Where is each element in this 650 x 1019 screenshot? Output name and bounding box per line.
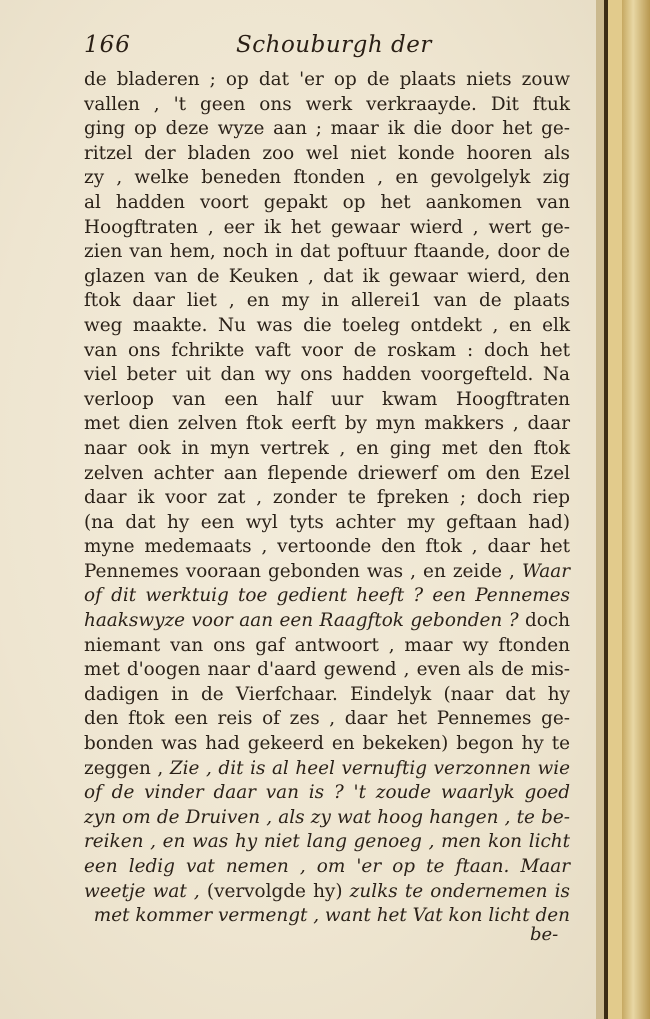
text-segment: vallen , 't geen ons werk verkraayde. Dit ftuk [84, 93, 570, 115]
text-line [84, 166, 570, 191]
text-line [84, 240, 570, 265]
text-segment: dadigen in de Vierfchaar. Eindelyk (naar dat hy [84, 683, 570, 705]
text-segment: glazen van de Keuken , dat ik gewaar wierd, den [84, 265, 570, 287]
text-line [84, 634, 570, 659]
text-line [84, 437, 570, 462]
text-segment: daar ik voor zat , zonder te fpreken ; doch riep [84, 487, 570, 509]
italic-segment: of dit werktuig toe gedient heeft ? een Pennemes [84, 585, 570, 607]
text-line [84, 880, 570, 905]
text-line [84, 732, 570, 757]
text-line [84, 511, 570, 536]
text-segment: niemant van ons gaf antwoort , maar wy ftonden [84, 634, 570, 656]
text-segment: Pennemes vooraan gebonden was , en zeide , [84, 560, 522, 582]
text-segment: al hadden voort gepakt op het aankomen van [84, 191, 570, 213]
text-segment: naar ook in myn vertrek , en ging met den ftok [84, 437, 570, 459]
text-line [84, 93, 570, 118]
text-segment: zien van hem, noch in dat poftuur ftaande, door de [84, 241, 570, 263]
text-segment: den ftok een reis of zes , daar het Pennemes ge- [84, 708, 570, 730]
italic-segment: een ledig vat nemen , om 'er op te ftaan. [84, 856, 510, 877]
text-line [84, 265, 570, 290]
catchword: be- [530, 924, 559, 945]
text-line [84, 462, 570, 487]
text-line [84, 560, 570, 585]
text-segment: ging op deze wyze aan ; maar ik die door het ge- [84, 118, 570, 140]
text-line [84, 584, 570, 609]
text-segment: (vervolgde hy) [199, 880, 350, 902]
italic-segment: Maar [520, 856, 570, 877]
italic-segment: Waar [521, 560, 570, 582]
text-line [84, 609, 570, 634]
text-segment: met d'oogen naar d'aard gewend , even als de mis- [84, 659, 570, 681]
text-segment: van ons fchrikte vaft voor de roskam : doch het [84, 339, 570, 361]
running-title: Schouburgh der [236, 32, 432, 58]
text-line [84, 191, 570, 216]
italic-segment: haakswyze voor aan een Raagftok gebonden ? [84, 610, 519, 632]
text-line [84, 339, 570, 364]
text-line [84, 806, 570, 831]
text-line [84, 855, 570, 880]
text-segment [509, 856, 520, 877]
text-segment: met dien zelven ftok eerft by myn makkers , daar [84, 413, 570, 435]
text-line [84, 216, 570, 241]
text-line [84, 388, 570, 413]
italic-segment: reiken , en was hy niet lang genoeg , men kon licht [84, 831, 570, 853]
text-line [84, 658, 570, 683]
text-segment: viel beter uit dan wy ons hadden voorgefteld. Na [84, 364, 570, 386]
text-line [84, 781, 570, 806]
text-line [84, 830, 570, 855]
text-segment: myne medemaats , vertoonde den ftok , daar het [84, 536, 570, 558]
italic-segment: zyn om de Druiven , als zy wat hoog hangen , te be- [84, 806, 570, 828]
text-segment: ftok daar liet , en my in allerei1 van de plaats [84, 290, 570, 312]
text-segment: de bladeren ; op dat 'er op de plaats niets zouw [84, 69, 570, 90]
text-segment: Hoogftraten , eer ik het gewaar wierd , wert ge- [84, 216, 570, 238]
text-segment: zelven achter aan flepende driewerf om den Ezel [84, 462, 570, 484]
text-segment: zeggen , [84, 757, 170, 779]
text-line [84, 289, 570, 314]
page-number: 166 [84, 32, 131, 58]
text-line [84, 486, 570, 511]
page-header [84, 32, 544, 64]
text-segment: doch [518, 610, 570, 632]
text-line [84, 68, 570, 93]
text-line [84, 535, 570, 560]
text-segment: zy , welke beneden ftonden , en gevolgelyk zig [84, 167, 570, 189]
text-line [84, 757, 570, 782]
text-line [84, 314, 570, 339]
text-line [84, 707, 570, 732]
book-gutter [596, 0, 650, 1019]
italic-segment: zulks te ondernemen is [349, 880, 570, 902]
text-line [84, 142, 570, 167]
text-segment: verloop van een half uur kwam Hoogftraten [84, 388, 570, 410]
text-segment: (na dat hy een wyl tyts achter my geftaan had) [84, 511, 570, 533]
text-segment: weg maakte. Nu was die toeleg ontdekt , en elk [84, 314, 570, 336]
italic-segment: of de vinder daar van is ? 't zoude waarlyk goed [84, 782, 570, 804]
italic-segment: met kommer vermengt , want het Vat kon licht den [93, 905, 570, 927]
text-segment: ritzel der bladen zoo wel niet konde hooren als [84, 142, 570, 164]
text-segment: bonden was had gekeerd en bekeken) begon hy te [84, 733, 570, 755]
text-line [84, 904, 570, 929]
italic-segment: Zie , dit is al heel vernuftig verzonnen wie [169, 757, 571, 779]
text-line [84, 117, 570, 142]
italic-segment: weetje wat , [84, 880, 200, 902]
text-line [84, 412, 570, 437]
text-line [84, 363, 570, 388]
body-text [84, 68, 570, 929]
text-line [84, 683, 570, 708]
